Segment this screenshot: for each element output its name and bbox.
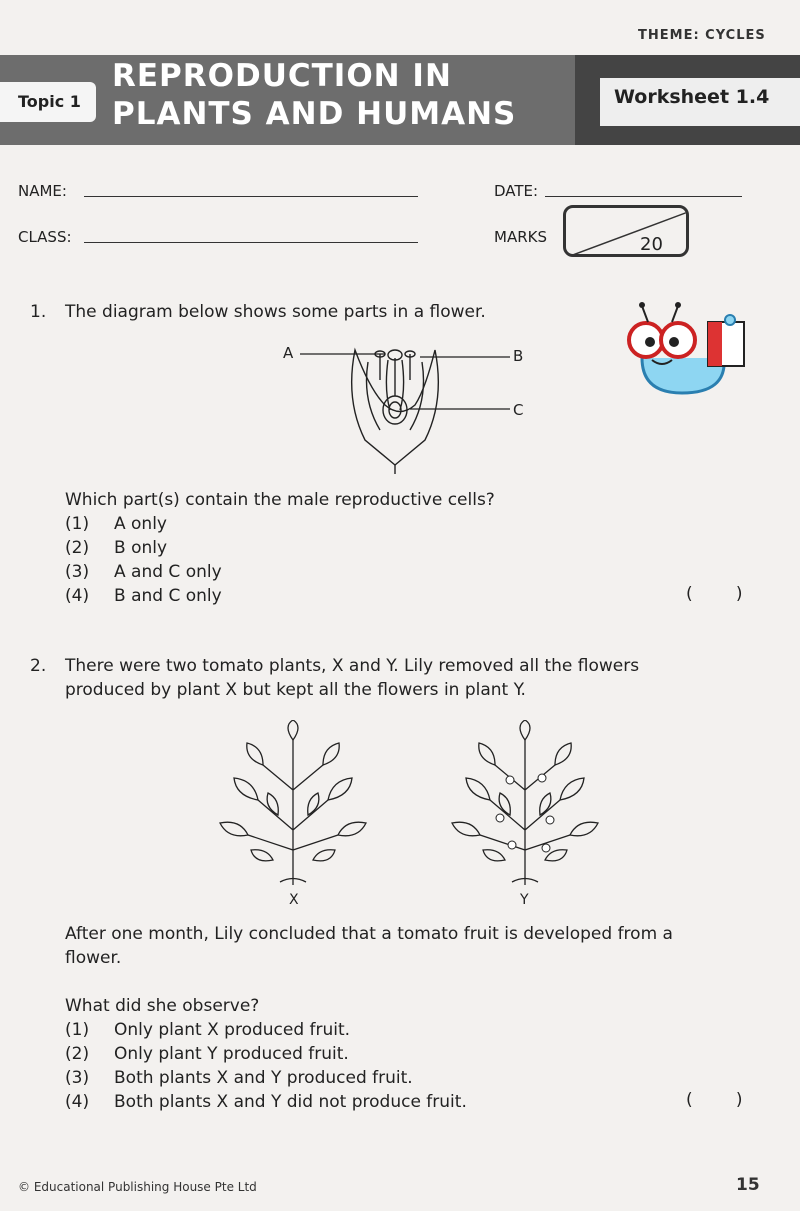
name-label: NAME: xyxy=(18,182,67,200)
flower-label-c: C xyxy=(513,401,524,419)
q2-question: What did she observe? xyxy=(65,996,260,1016)
copyright-text: © Educational Publishing House Pte Ltd xyxy=(18,1180,257,1194)
page-number: 15 xyxy=(736,1175,760,1195)
class-line[interactable] xyxy=(84,242,418,243)
plant-y-drawing xyxy=(450,720,600,885)
q2-option-2[interactable]: Only plant Y produced fruit. xyxy=(114,1044,349,1064)
marks-label: MARKS xyxy=(494,228,547,246)
q2-text-line-1: There were two tomato plants, X and Y. Lily removed all the flowers xyxy=(65,656,640,676)
q1-option-2-num: (2) xyxy=(65,538,90,558)
flower-label-b: B xyxy=(513,347,524,365)
q1-answer-box[interactable]: ( ) xyxy=(686,584,743,604)
q1-option-1[interactable]: A only xyxy=(114,514,167,534)
q1-option-2[interactable]: B only xyxy=(114,538,168,558)
name-line[interactable] xyxy=(84,196,418,197)
q1-option-3[interactable]: A and C only xyxy=(114,562,222,582)
q2-option-3[interactable]: Both plants X and Y produced fruit. xyxy=(114,1068,413,1088)
plant-y-label: Y xyxy=(520,892,529,908)
q2-option-2-num: (2) xyxy=(65,1044,90,1064)
q2-after-line-1: After one month, Lily concluded that a tomato fruit is developed from a xyxy=(65,924,673,944)
q2-after-line-2: flower. xyxy=(65,948,122,968)
plant-x-label: X xyxy=(289,892,299,908)
q1-option-1-num: (1) xyxy=(65,514,90,534)
marks-total: 20 xyxy=(640,234,663,255)
q2-text-line-2: produced by plant X but kept all the flowers in plant Y. xyxy=(65,680,526,700)
q1-option-4[interactable]: B and C only xyxy=(114,586,222,606)
flower-diagram xyxy=(290,340,520,475)
title-line-1: REPRODUCTION IN xyxy=(112,58,452,94)
marks-box[interactable] xyxy=(563,205,689,257)
bookworm-mascot-icon xyxy=(612,298,762,408)
q1-option-3-num: (3) xyxy=(65,562,90,582)
q2-number: 2. xyxy=(30,656,47,676)
class-label: CLASS: xyxy=(18,228,72,246)
q1-option-4-num: (4) xyxy=(65,586,90,606)
topic-badge: Topic 1 xyxy=(0,82,96,122)
q2-answer-box[interactable]: ( ) xyxy=(686,1090,743,1110)
q1-number: 1. xyxy=(30,302,47,322)
q2-option-3-num: (3) xyxy=(65,1068,90,1088)
flower-label-a: A xyxy=(283,344,294,362)
date-line[interactable] xyxy=(545,196,742,197)
theme-label: THEME: CYCLES xyxy=(638,28,766,43)
worksheet-label: Worksheet 1.4 xyxy=(614,86,770,108)
title-line-2: PLANTS AND HUMANS xyxy=(112,96,517,132)
q2-option-4[interactable]: Both plants X and Y did not produce fruit. xyxy=(114,1092,467,1112)
marks-slash xyxy=(566,208,689,257)
date-label: DATE: xyxy=(494,182,539,200)
q2-option-4-num: (4) xyxy=(65,1092,90,1112)
q2-option-1[interactable]: Only plant X produced fruit. xyxy=(114,1020,351,1040)
plant-x-drawing xyxy=(218,720,368,885)
q1-text: The diagram below shows some parts in a flower. xyxy=(65,302,486,322)
q1-question: Which part(s) contain the male reproductive cells? xyxy=(65,490,495,510)
q2-option-1-num: (1) xyxy=(65,1020,90,1040)
